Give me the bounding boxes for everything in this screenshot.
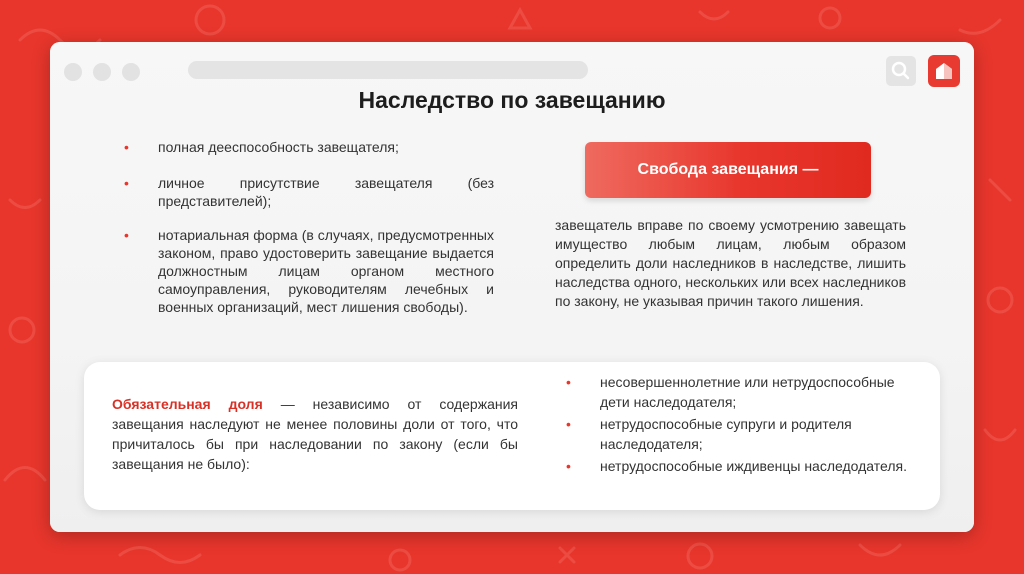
list-item-text: нетрудоспособные иждивенцы наследодателя.: [600, 458, 908, 474]
list-item-text: личное присутствие завещателя (без представителей);: [158, 175, 494, 209]
list-item: [122, 226, 494, 316]
mandatory-share-text: [112, 394, 518, 474]
heirs-list: [564, 372, 924, 478]
list-item: [564, 414, 924, 454]
list-item: [122, 138, 494, 156]
freedom-of-will-description: завещатель вправе по своему усмотрению завещать имущество любым лицам, любым образом определить доли наследников в наследстве, лишить наследства одного, нескольких или всех наследников по закону, не указывая причин такого лишения.: [555, 217, 906, 309]
freedom-of-will-button[interactable]: Свобода завещания —: [585, 142, 871, 198]
mandatory-share-term: Обязательная доля: [112, 396, 263, 412]
slide-title: Наследство по завещанию: [358, 87, 666, 113]
list-item: [564, 372, 924, 412]
list-item-text: нотариальная форма (в случаях, предусмотренных законом, право удостоверить завещание выдается должностным лицам органом местного самоуправления, руководителям лечебных и военных организаций, мест лишения свободы).: [158, 227, 494, 315]
list-item: [122, 174, 494, 210]
window-dot-3: [122, 63, 140, 81]
list-item-text: полная дееспособность завещателя;: [158, 139, 399, 155]
logo-icon: [928, 55, 960, 87]
window-content: [50, 42, 974, 532]
search-icon: [886, 56, 916, 86]
bullet-icon: •: [124, 139, 129, 155]
search-button[interactable]: [886, 56, 916, 86]
mandatory-share-card: [84, 362, 940, 510]
list-item: [564, 456, 924, 476]
mandatory-share-definition: — независимо от содержания завещания наследуют не менее половины доли от того, что причиталось бы при наследовании по закону (если бы завещания не было):: [112, 396, 519, 472]
requirements-list: [122, 138, 494, 316]
bullet-icon: •: [124, 227, 129, 243]
logo-button[interactable]: [928, 55, 960, 87]
list-item-text: несовершеннолетние или нетрудоспособные дети наследодателя;: [600, 374, 895, 410]
bullet-icon: •: [566, 374, 571, 390]
bullet-icon: •: [124, 175, 129, 191]
bullet-icon: •: [566, 458, 571, 474]
list-item-text: нетрудоспособные супруги и родителя наследодателя;: [600, 416, 852, 452]
window-dot-2: [93, 63, 111, 81]
window-dot-1: [64, 63, 82, 81]
browser-window: [50, 42, 974, 532]
bullet-icon: •: [566, 416, 571, 432]
address-bar[interactable]: [188, 61, 588, 79]
